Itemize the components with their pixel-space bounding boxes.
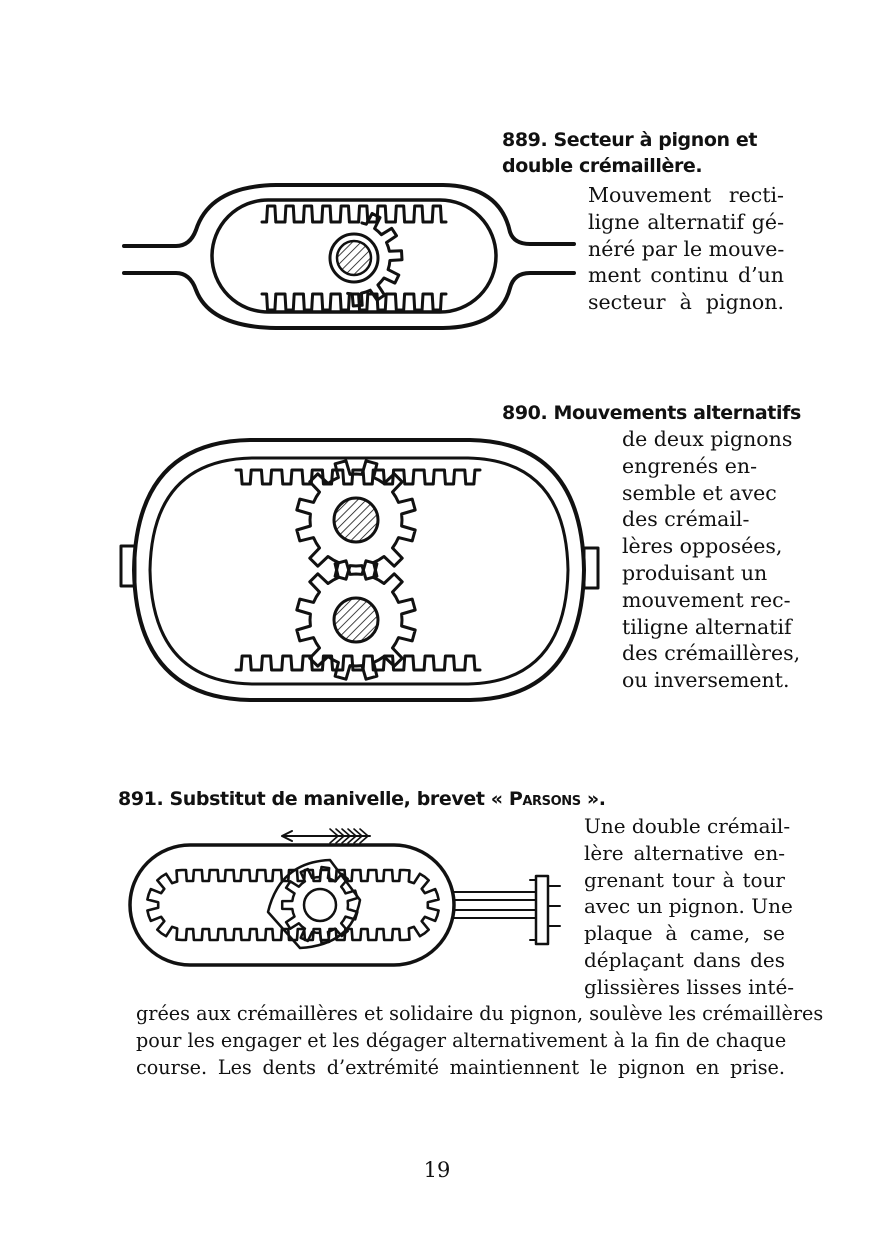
gear-890-lower <box>297 561 415 679</box>
rack-891-loop <box>147 870 438 940</box>
arrow-fletching-891 <box>330 829 368 843</box>
pinion-889-shaft <box>337 241 371 275</box>
text-891-line: déplaçant dans des <box>584 947 785 972</box>
sector-pinion-889 <box>348 214 402 307</box>
text-890-line: semble et avec <box>622 480 777 505</box>
pinion-891-hub <box>304 889 336 921</box>
text-891-line: grées aux crémaillères et solidaire du pignon, soulève les crémaillères <box>136 1002 824 1025</box>
heading-890: 890. Mouvements alternatifs <box>502 402 801 424</box>
heading-889-line-2: double crémaillère. <box>502 155 703 177</box>
frame-889-inner <box>212 200 496 312</box>
direction-arrow-891 <box>282 831 370 841</box>
text-890-line: produisant un <box>622 560 768 585</box>
rack-890-bottom <box>236 656 480 670</box>
text-889-line: secteur à pignon. <box>588 290 784 315</box>
text-891-line: Une double crémail- <box>584 814 791 838</box>
frame-889-outer <box>124 185 574 246</box>
text-891-line: grenant tour à tour <box>584 867 785 892</box>
heading-891-prefix: 891. Substitut de manivelle, brevet « <box>118 788 503 810</box>
gear-890-lower-shaft <box>334 598 378 642</box>
text-891-line: lère alternative en- <box>584 840 785 865</box>
gear-890-upper <box>297 461 415 579</box>
heading-889-line-1: 889. Secteur à pignon et <box>502 129 758 151</box>
frame-890-inner <box>150 458 568 684</box>
text-891-line: avec un pignon. Une <box>584 894 793 919</box>
text-891-line: pour les engager et les dégager alternativement à la fin de chaque <box>136 1028 787 1052</box>
text-889 <box>588 182 784 316</box>
text-890-line: ou inversement. <box>622 668 790 693</box>
text-889-line: ment continu d’un <box>588 263 784 288</box>
pinion-891 <box>282 867 357 943</box>
frame-890-outer <box>134 440 584 700</box>
frame-889-outer-bottom <box>124 273 574 328</box>
pinion-889-hub <box>330 234 378 282</box>
rod-891 <box>454 892 536 918</box>
cam-plate-891 <box>268 860 360 948</box>
rod-end-891 <box>536 876 548 944</box>
heading-891 <box>118 786 606 812</box>
text-890-line: tiligne alternatif <box>622 614 792 639</box>
rack-889-bottom <box>262 294 446 310</box>
text-890 <box>622 426 801 694</box>
frame-891-outer <box>130 845 454 965</box>
heading-891-name: Parsons <box>508 788 581 810</box>
text-890-line: de deux pignons <box>622 427 793 451</box>
rack-890-top <box>236 470 480 484</box>
text-889-line: Mouvement recti- <box>588 183 784 207</box>
text-891-line: plaque à came, se <box>584 921 785 946</box>
heading-891-suffix: ». <box>586 788 606 810</box>
text-890-line: des crémail- <box>622 507 750 532</box>
text-889-line: ligne alternatif gé- <box>588 209 784 234</box>
text-891-line: course. Les dents d’extrémité maintiennent le pignon en prise. <box>136 1055 785 1079</box>
page-number: 19 <box>423 1158 451 1182</box>
text-890-line: des crémaillères, <box>622 641 801 666</box>
text-891-side <box>584 813 795 1001</box>
text-890-line: engrenés en- <box>622 453 758 478</box>
text-890-line: mouvement rec- <box>622 587 791 612</box>
text-890-line: lères opposées, <box>622 534 783 559</box>
heading-889 <box>502 127 757 179</box>
gear-890-upper-shaft <box>334 498 378 542</box>
rod-end-ticks-891 <box>530 880 560 940</box>
text-889-line: néré par le mouve- <box>588 236 785 261</box>
text-891-line: glissières lisses inté- <box>584 974 795 999</box>
lug-890-left <box>121 546 135 586</box>
text-891-full <box>136 1001 824 1081</box>
lug-890-right <box>584 548 598 588</box>
rack-889-top <box>262 206 446 222</box>
